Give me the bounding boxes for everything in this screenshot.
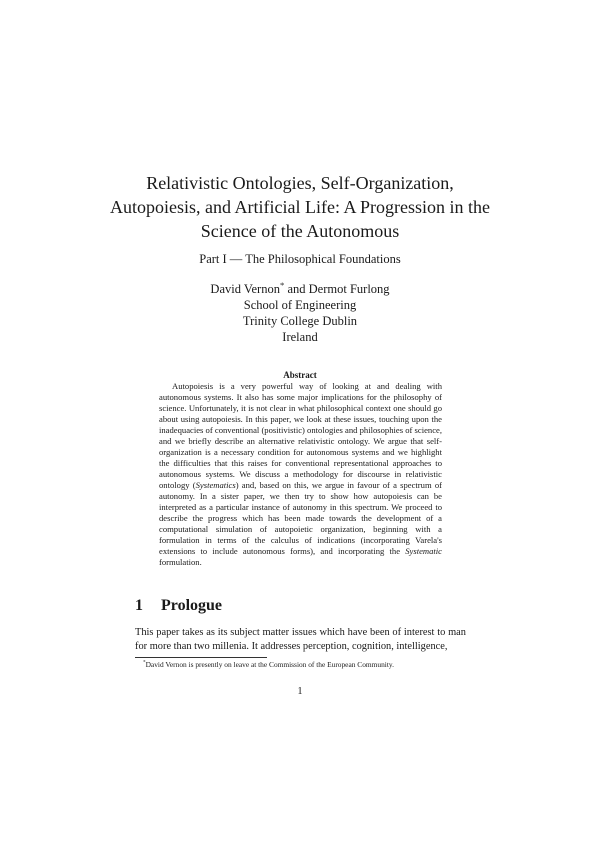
footnote-text: David Vernon is presently on leave at the Commission of the European Community. (145, 660, 394, 669)
author-names (100, 281, 500, 297)
author-first: David Vernon (210, 282, 280, 296)
abstract-body (159, 381, 442, 568)
author-department: School of Engineering (243, 298, 357, 312)
section-body: This paper takes as its subject matter issues which have been of interest to man for more than two millenia. It addresses perception, cognition, intelligence, (135, 627, 466, 652)
abstract-text-3: formulation. (159, 557, 202, 567)
section-title: Prologue (161, 597, 223, 614)
paper-subtitle: Part I — The Philosophical Foundations (199, 252, 401, 266)
section-number: 1 (135, 597, 143, 614)
abstract-text-1: Autopoiesis is a very powerful way of looking at and dealing with autonomous systems. It also has some major implications for the philosophy of science. Unfortunately, it is not clear in what philosophical context one should go about using autopoiesis. In this paper, we look at these issues, touching upon the inadequacies of conventional (positivistic) ontologies and philosophies of science, and we briefly describe an alternative relativistic ontology. We argue that self-organization is a necessary condition for autonomous systems and we highlight the difficulties that this raises for conventional representational approaches to autonomous systems. We discuss a methodology for discourse in relativistic ontology ( (159, 381, 442, 490)
author-country: Ireland (282, 330, 318, 344)
paper-title: Relativistic Ontologies, Self-Organization, Autopoiesis, and Artificial Life: A Progression in the Science of the Autonomous (110, 173, 490, 241)
footnote (143, 660, 473, 669)
author-block (100, 281, 500, 345)
abstract-emphasis-2: Systematic (405, 546, 442, 556)
abstract-text-2: ) and, based on this, we argue in favour of a spectrum of autonomy. In a sister paper, we then try to show how autopoiesis can be interpreted as a particular instance of autonomy in this spectrum. We proceed to describe the progress which has been made towards the development of a computational simulation of autopoietic organization, beginning with a formulation in terms of the calculus of indications (incorporating Varela's extensions to include autonomous forms), and incorporating the (159, 480, 442, 556)
page-number: 1 (297, 686, 303, 697)
author-footnote-mark: * (279, 279, 285, 290)
author-institution: Trinity College Dublin (242, 314, 358, 328)
section-heading (135, 597, 222, 615)
abstract-emphasis-1: Systematics (195, 480, 236, 490)
footnote-mark: * (143, 659, 146, 666)
abstract-heading: Abstract (283, 370, 317, 380)
author-rest: and Dermot Furlong (284, 282, 390, 296)
footnote-rule (135, 657, 267, 658)
